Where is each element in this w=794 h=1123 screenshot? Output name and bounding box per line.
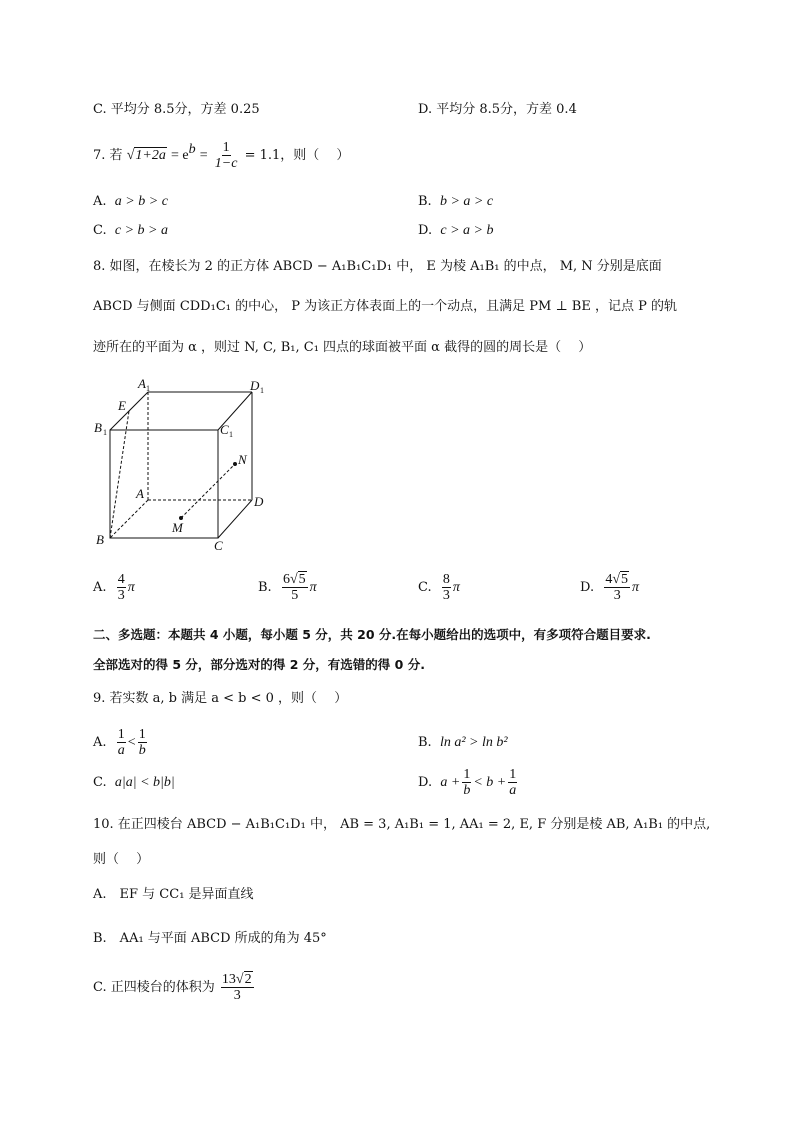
q7-number: 7. 若: [93, 148, 123, 163]
q10-option-c: C. 正四棱台的体积为 $\frac{13√2}{3}$: [93, 972, 252, 1003]
label-c: C: [214, 538, 223, 552]
label-b1: B: [94, 420, 102, 435]
label-b1-sub: 1: [103, 428, 107, 437]
q8-option-b: B. $\frac{6√5}{5}$ π: [258, 572, 317, 603]
q8-line-3: 迹所在的平面为 α ，则过 N, C, B₁, C₁ 四点的球面被平面 α 截得的圆的周长是（ ）: [93, 340, 592, 355]
q10-option-b: B. AA₁ 与平面 ABCD 所成的角为 45°: [93, 931, 327, 946]
q7-exponent: b: [188, 142, 196, 157]
q7-stem: [93, 138, 349, 174]
q6-option-d: D. 平均分 8.5分，方差 0.4: [418, 102, 577, 117]
label-b: B: [96, 532, 104, 547]
q6-option-c: C. 平均分 8.5分，方差 0.25: [93, 102, 260, 117]
q9-option-a: A. $\frac{1}{a}$ < $\frac{1}{b}$: [93, 727, 146, 758]
label-a1: A: [138, 376, 146, 391]
q7-tail: = 1.1，则（ ）: [244, 148, 350, 163]
q10-line-1: 10. 在正四棱台 ABCD − A₁B₁C₁D₁ 中， AB = 3, A₁B₁ = 1, AA₁ = 2, E, F 分别是棱 AB, A₁B₁ 的中点,: [93, 817, 711, 832]
q8-option-d: D. $\frac{4√5}{3}$ π: [580, 572, 640, 603]
label-m: M: [172, 520, 183, 535]
q9-option-c: C. a|a| < b|b|: [93, 775, 175, 790]
q7-option-a: A. a > b > c: [93, 194, 168, 209]
q7-sqrt: √1+2a: [126, 148, 166, 163]
q7-option-b: B. b > a > c: [418, 194, 494, 209]
q7-option-d: D. c > a > b: [418, 223, 494, 238]
q10-line-2: 则（ ）: [93, 852, 150, 867]
q9-stem: 9. 若实数 a, b 满足 a < b < 0 ，则（ ）: [93, 691, 348, 706]
q9-option-d: D. a + $\frac{1}{b}$ < b + $\frac{1}{a}$: [418, 767, 517, 798]
q8-option-a: A. $\frac{4}{3}$ π: [93, 572, 135, 603]
label-e: E: [118, 398, 126, 413]
label-a1-sub: 1: [146, 384, 150, 393]
label-a: A: [136, 486, 144, 501]
q10-option-a: A. EF 与 CC₁ 是异面直线: [93, 887, 254, 902]
label-d1: D: [250, 378, 260, 393]
q9-option-b: B. ln a² > ln b²: [418, 735, 508, 750]
label-c1: C: [220, 422, 229, 437]
label-n: N: [238, 452, 247, 467]
label-d1-sub: 1: [260, 386, 264, 395]
section2-line-1: 二、多选题：本题共 4 小题，每小题 5 分，共 20 分.在每小题给出的选项中，有多项符合题目要求.: [93, 627, 651, 642]
q7-fraction: $\frac{1}{1-c}$: [214, 140, 238, 171]
section2-line-2: 全部选对的得 5 分，部分选对的得 2 分，有选错的得 0 分.: [93, 657, 425, 672]
label-d: D: [254, 494, 264, 509]
q7-option-c: C. c > b > a: [93, 223, 168, 238]
q8-line-1: 8. 如图，在棱长为 2 的正方体 ABCD − A₁B₁C₁D₁ 中， E 为棱 A₁B₁ 的中点， M, N 分别是底面: [93, 259, 662, 274]
q8-line-2: ABCD 与侧面 CDD₁C₁ 的中心， P 为该正方体表面上的一个动点，且满足 PM ⊥ BE ，记点 P 的轨: [93, 299, 677, 314]
q7-eq2: =: [199, 148, 208, 163]
q7-eq1: = e: [170, 148, 189, 163]
cube-figure: [90, 372, 280, 552]
q8-option-c: C. $\frac{8}{3}$ π: [418, 572, 460, 603]
label-c1-sub: 1: [229, 430, 233, 439]
